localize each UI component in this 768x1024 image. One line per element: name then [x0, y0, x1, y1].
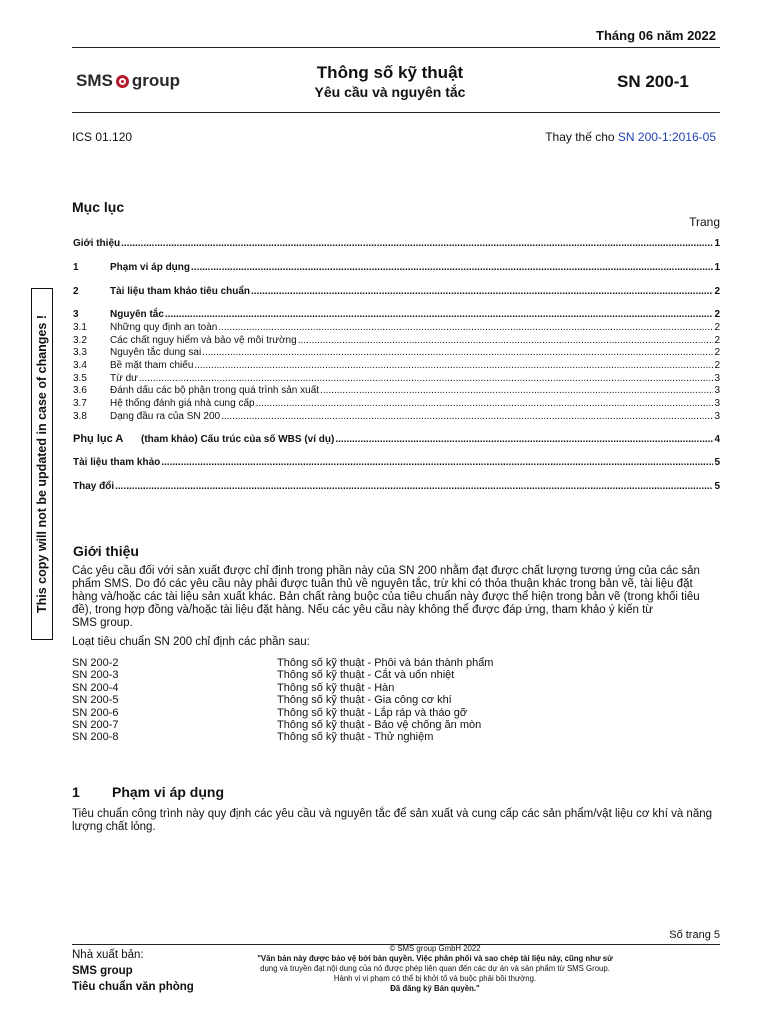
part-code: SN 200-6	[72, 706, 119, 719]
toc-entry-page: 1	[714, 262, 720, 273]
part-code: SN 200-8	[72, 731, 119, 744]
toc-entry-title: Tài liệu tham khảo	[73, 457, 161, 468]
toc-entry-page: 2	[714, 309, 720, 320]
part-code: SN 200-3	[72, 669, 119, 682]
text-line: Các yêu cầu đối với sản xuất được chỉ định trong phần này của SN 200 nhằm đạt được chất lượng tương ứng của các sản	[72, 565, 700, 577]
toc-entry[interactable]	[73, 335, 720, 346]
toc-entry-page: 3	[714, 411, 720, 422]
toc-entry-title: Đánh dấu các bộ phận trong quá trình sản xuất	[110, 385, 320, 396]
replaces-link[interactable]: SN 200-1:2016-05	[617, 130, 716, 144]
text-line: "Văn bản này được bảo vệ bởi bản quyền. Việc phân phối và sao chép tài liệu này, cũng như sử	[257, 954, 613, 963]
text-line: Tiêu chuẩn công trình này quy định các yêu cầu và nguyên tắc để sản xuất và cung cấp các sản phẩm/vật liệu cơ khí và năng	[72, 808, 713, 820]
toc-entry-number: 3.5	[73, 373, 87, 384]
toc-entry-number: 3.1	[73, 322, 87, 333]
toc-entry[interactable]	[73, 457, 720, 468]
publisher-block	[72, 947, 194, 995]
toc-entry[interactable]	[73, 385, 720, 396]
text-line: phẩm SMS. Do đó các yêu cầu này phải được tuân thủ về nguyên tắc, trừ khi có thỏa thuận khác trong bản vẽ, tài liệu đặt	[72, 578, 693, 590]
document-title: Thông số kỹ thuật	[316, 63, 464, 82]
toc-entry[interactable]	[73, 347, 720, 358]
toc-entry-number: 3.7	[73, 398, 87, 409]
ics-code: ICS 01.120	[72, 130, 133, 144]
toc-entry[interactable]	[73, 360, 720, 371]
toc-entry-number: 3.6	[73, 385, 87, 396]
list-item	[72, 657, 493, 669]
side-notice-box	[31, 288, 53, 640]
intro-paragraph	[72, 565, 722, 630]
toc-entry-title: Phạm vi áp dụng	[110, 262, 191, 273]
parts-intro: Loạt tiêu chuẩn SN 200 chỉ định các phần sau:	[72, 636, 310, 648]
toc-entry-title: Thay đổi	[73, 481, 115, 492]
toc-entry[interactable]	[73, 322, 720, 333]
toc-entry-title: Nguyên tắc dung sai	[110, 347, 202, 358]
text-line: hàng và/hoặc các tài liệu sản xuất khác. Bản chất ràng buộc của tiêu chuẩn này được thể hiện trong bản vẽ (trong khối tiêu	[72, 591, 700, 603]
intro-heading: Giới thiệu	[73, 543, 139, 559]
toc-entry-page: 3	[714, 398, 720, 409]
toc-entry-title: Tài liệu tham khảo tiêu chuẩn	[110, 286, 251, 297]
publisher-label: Nhà xuất bản:	[72, 949, 144, 961]
document-number: SN 200-1	[617, 72, 689, 91]
toc-entry-number: 3	[73, 309, 79, 320]
toc-entry-number: 3.3	[73, 347, 87, 358]
text-line: SMS group.	[72, 617, 133, 629]
toc-entry-title: Bề mặt tham chiếu	[110, 360, 194, 371]
document-date: Tháng 06 năm 2022	[596, 28, 716, 43]
text-line: dụng và truyền đạt nội dung của nó được phép liên quan đến các dự án và sản phẩm từ SMS Group.	[260, 964, 610, 973]
list-item	[72, 669, 493, 681]
text-line: lượng chất lỏng.	[72, 821, 156, 833]
sms-group-logo	[76, 71, 180, 91]
replaces-info	[545, 130, 716, 144]
toc-entry-page: 2	[714, 322, 720, 333]
page-count: Số trang 5	[669, 929, 720, 941]
part-description: Thông số kỹ thuật - Phôi và bán thành phẩm	[277, 657, 494, 669]
logo-text-group: group	[131, 71, 180, 90]
toc-entry-number: 3.8	[73, 411, 87, 422]
text-line: Đã đăng ký Bản quyền."	[390, 984, 480, 993]
list-item	[72, 682, 493, 694]
part-code: SN 200-2	[72, 657, 119, 669]
toc-entry-page: 2	[714, 360, 720, 371]
publisher-office: Tiêu chuẩn văn phòng	[72, 981, 194, 993]
side-notice-text: This copy will not be updated in case of changes !	[35, 315, 49, 613]
part-description: Thông số kỹ thuật - Lắp ráp và tháo gỡ	[277, 706, 468, 719]
toc-entry-title: Những quy định an toàn	[110, 322, 218, 333]
list-item	[72, 719, 493, 731]
toc-entry-page: 5	[714, 481, 720, 492]
document-subtitle: Yêu cầu và nguyên tắc	[314, 84, 466, 100]
toc-entry-page: 1	[714, 238, 720, 249]
toc-entry-page: 5	[714, 457, 720, 468]
part-description: Thông số kỹ thuật - Bảo vệ chống ăn mòn	[277, 719, 482, 732]
toc-entry[interactable]	[73, 481, 720, 492]
part-code: SN 200-7	[72, 719, 119, 732]
toc-entry[interactable]	[73, 262, 720, 273]
toc-entry-title: Dạng đầu ra của SN 200	[110, 411, 221, 422]
toc-entry-title: Hệ thống đánh giá nhà cung cấp	[110, 398, 255, 409]
toc-entry-page: 2	[714, 286, 720, 297]
toc-entry[interactable]	[73, 433, 720, 445]
part-description: Thông số kỹ thuật - Hàn	[277, 681, 395, 694]
list-item	[72, 694, 493, 706]
toc-entry-number: 2	[73, 286, 79, 297]
toc-entry-title: Nguyên tắc	[110, 309, 164, 320]
scope-heading-title: Phạm vi áp dụng	[112, 784, 225, 800]
part-description: Thông số kỹ thuật - Thử nghiệm	[277, 731, 434, 744]
toc-entry[interactable]	[73, 398, 720, 409]
toc-entry-number: 1	[73, 262, 79, 273]
toc-entry-number: 3.2	[73, 335, 87, 346]
toc-entry-page: 2	[714, 347, 720, 358]
toc-entry-number: Phụ lục A	[73, 433, 124, 445]
toc-entry-page: 3	[714, 373, 720, 384]
toc-entry-page: 2	[714, 335, 720, 346]
replaces-label: Thay thế cho	[545, 130, 615, 144]
text-line: © SMS group GmbH 2022	[389, 944, 481, 953]
toc-heading: Mục lục	[72, 199, 125, 215]
text-line: đề), trong hợp đồng và/hoặc tài liệu đặt hàng. Nếu các yêu cầu này không thể được đáp ứng, tham khảo ý kiến từ	[72, 604, 653, 616]
header-divider	[72, 112, 720, 113]
parts-list	[72, 657, 493, 744]
toc-entry-page: 3	[714, 385, 720, 396]
top-divider	[72, 47, 720, 48]
toc-entry-title: Từ dư	[110, 373, 138, 384]
toc-entry[interactable]	[73, 238, 720, 249]
logo-ring-icon	[116, 75, 129, 88]
text-line: Hành vi vi phạm có thể bị khởi tố và buộc phải bồi thường.	[333, 974, 537, 983]
toc-entry[interactable]	[73, 286, 720, 297]
toc-entry-page: 4	[714, 434, 720, 445]
toc-entry[interactable]	[73, 373, 720, 384]
logo-text-sms: SMS	[76, 71, 113, 90]
toc-entry-number: 3.4	[73, 360, 87, 371]
toc-entry[interactable]	[73, 309, 720, 320]
scope-heading	[72, 784, 224, 800]
scope-heading-number: 1	[72, 784, 80, 800]
toc-entry[interactable]	[73, 411, 720, 422]
part-code: SN 200-5	[72, 694, 119, 707]
toc-entry-title: Giới thiệu	[73, 238, 121, 249]
toc-entry-title: (tham khảo) Cấu trúc của số WBS (ví dụ)	[141, 434, 335, 445]
publisher-name: SMS group	[72, 965, 133, 977]
toc-entry-title: Các chất nguy hiểm và bảo vệ môi trường	[110, 335, 297, 346]
list-item	[72, 707, 493, 719]
part-description: Thông số kỹ thuật - Cắt và uốn nhiệt	[277, 669, 455, 682]
copyright-notice	[220, 944, 650, 994]
part-description: Thông số kỹ thuật - Gia công cơ khí	[277, 694, 452, 707]
list-item	[72, 731, 493, 743]
part-code: SN 200-4	[72, 681, 119, 694]
toc-page-label: Trang	[689, 215, 720, 229]
scope-paragraph	[72, 808, 722, 834]
